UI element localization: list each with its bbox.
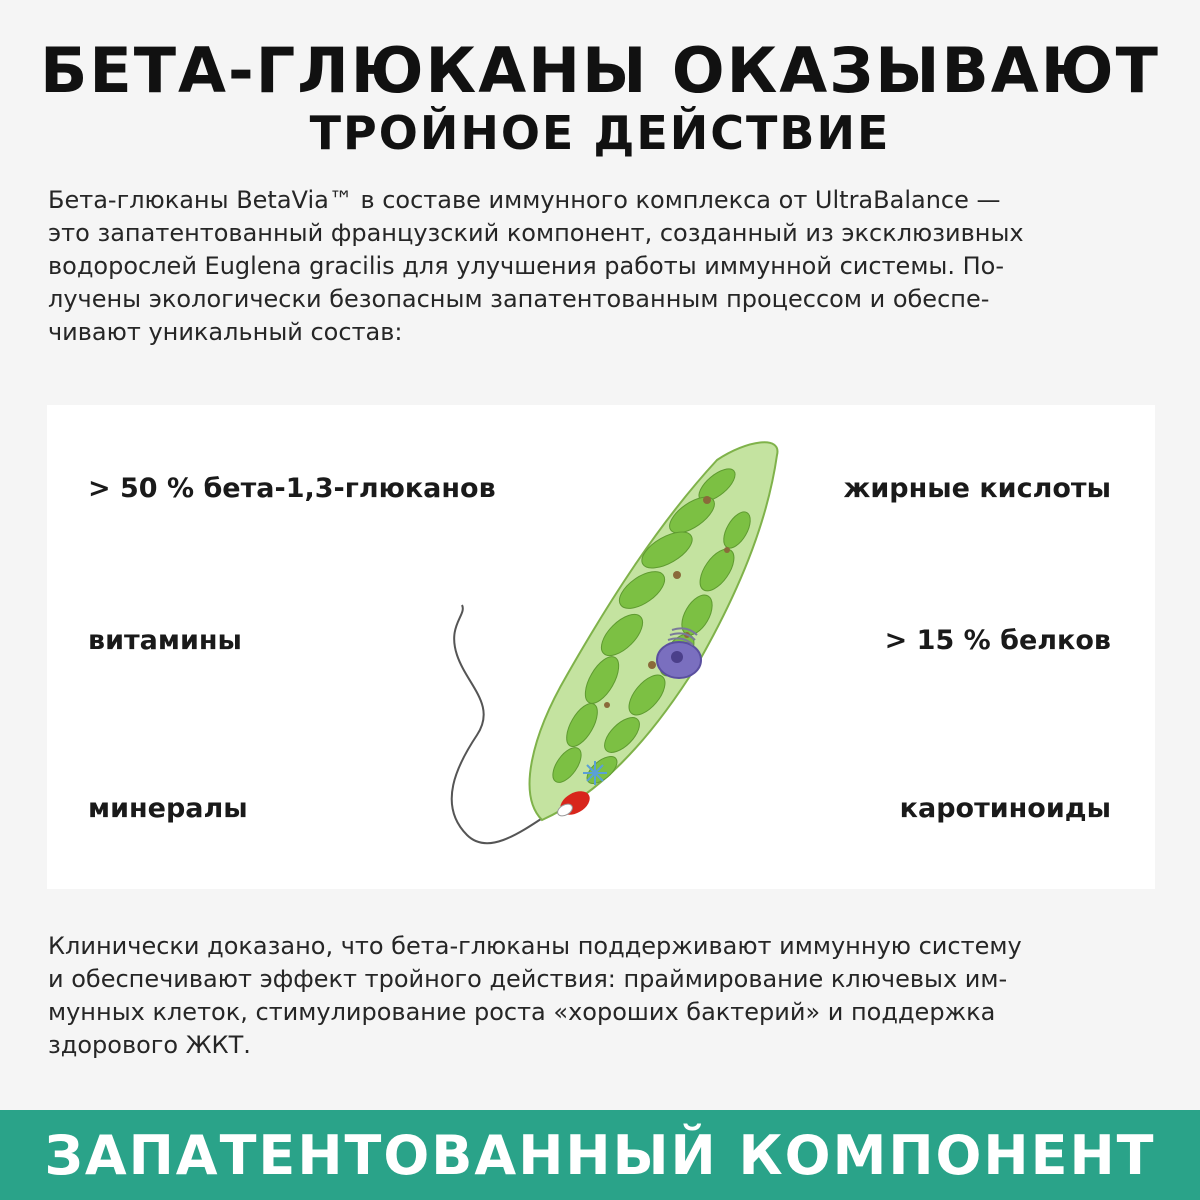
intro-line: лучены экологически безопасным запатентованным процессом и обеспе-	[48, 285, 990, 313]
intro-line: водорослей Euglena gracilis для улучшения работы иммунной системы. По-	[48, 252, 1005, 280]
outro-line: Клинически доказано, что бета-глюканы поддерживают иммунную систему	[48, 932, 1022, 960]
component-proteins: > 15 % белков	[884, 625, 1111, 656]
component-beta-glucans: > 50 % бета-1,3-глюканов	[88, 473, 496, 504]
intro-line: Бета-глюканы BetaVia™ в составе иммунного комплекса от UltraBalance —	[48, 186, 1001, 214]
outro-paragraph	[48, 930, 1158, 1062]
outro-line: мунных клеток, стимулирование роста «хороших бактерий» и поддержка	[48, 998, 996, 1026]
outro-line: здорового ЖКТ.	[48, 1031, 251, 1059]
footer-banner	[0, 1110, 1200, 1200]
intro-line: чивают уникальный состав:	[48, 318, 403, 346]
component-minerals: минералы	[88, 793, 248, 824]
euglena-cell-icon	[397, 435, 797, 865]
outro-line: и обеспечивают эффект тройного действия: праймирование ключевых им-	[48, 965, 1008, 993]
footer-label: ЗАПАТЕНТОВАННЫЙ КОМПОНЕНТ	[44, 1123, 1156, 1187]
component-vitamins: витамины	[88, 625, 242, 656]
intro-line: это запатентованный французский компонент, созданный из эксклюзивных	[48, 219, 1024, 247]
intro-paragraph	[48, 184, 1158, 349]
component-fatty-acids: жирные кислоты	[843, 473, 1111, 504]
page-title: БЕТА-ГЛЮКАНЫ ОКАЗЫВАЮТ	[40, 34, 1160, 107]
component-carotenoids: каротиноиды	[899, 793, 1111, 824]
page-subtitle: ТРОЙНОЕ ДЕЙСТВИЕ	[309, 106, 891, 160]
composition-panel	[47, 405, 1155, 889]
